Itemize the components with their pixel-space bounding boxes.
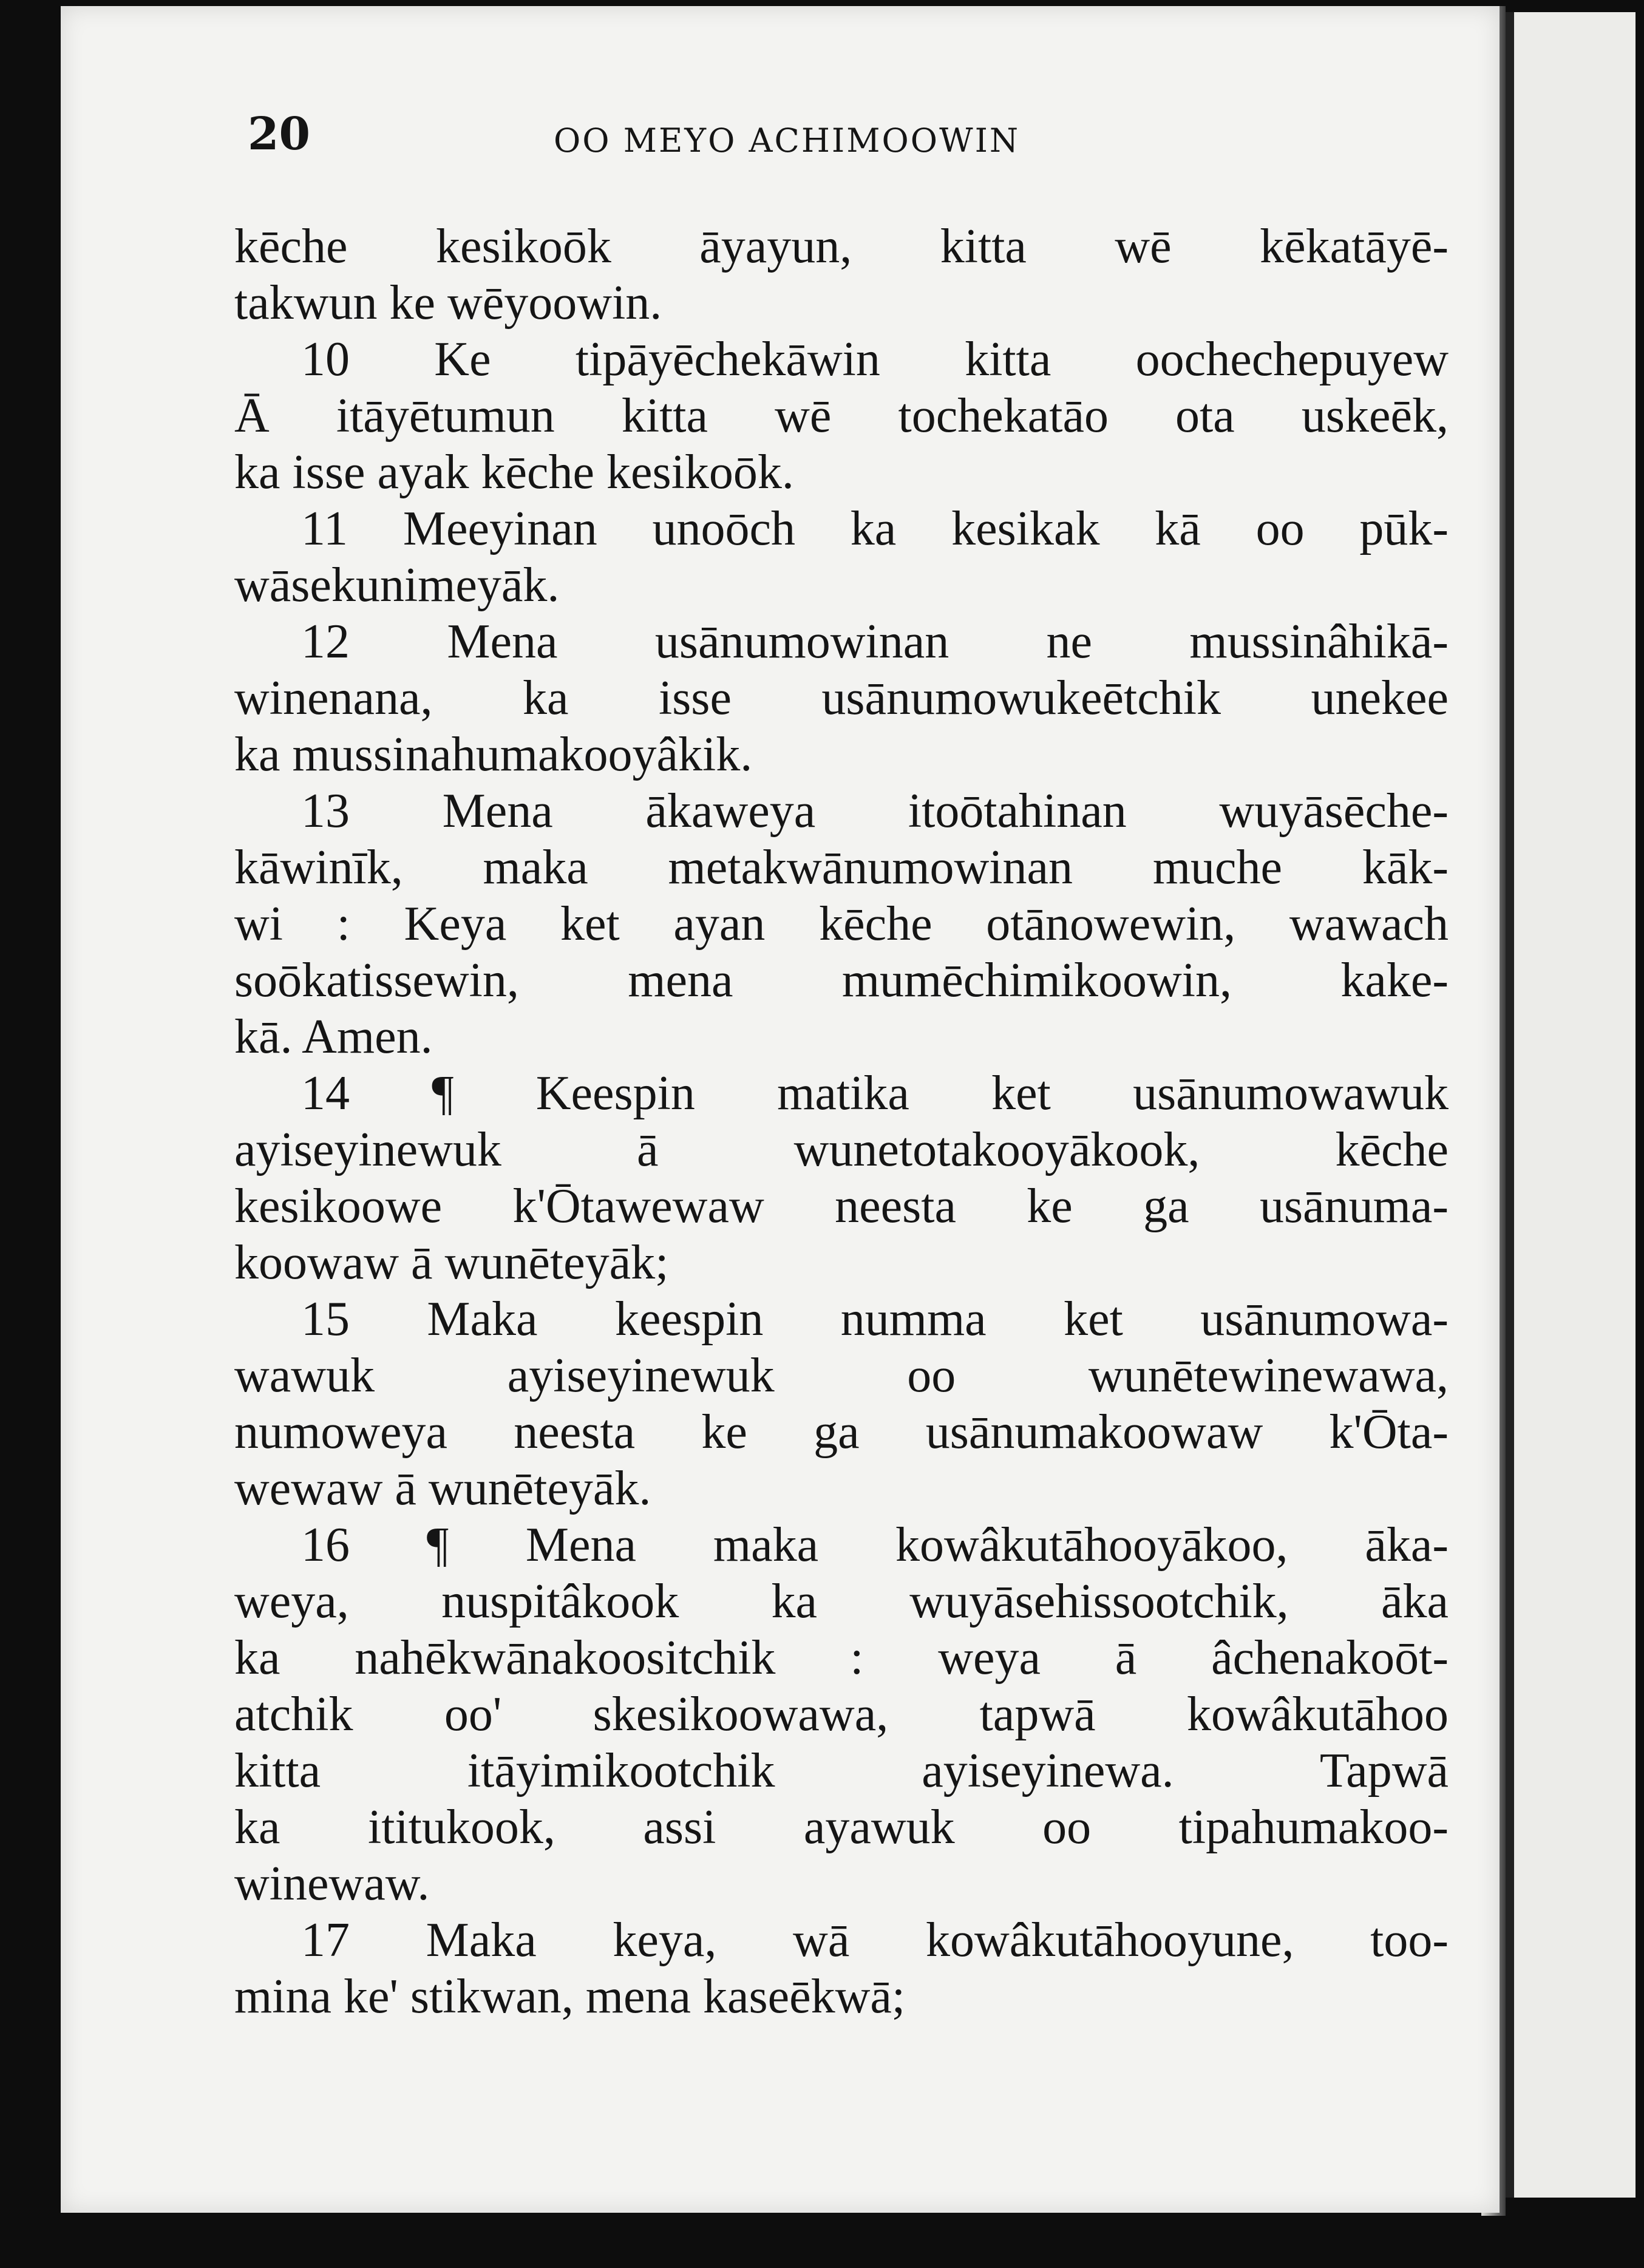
text-line: numoweya neesta ke ga usānumakoowaw k'Ōta- (234, 1405, 1449, 1459)
text-line: wawuk ayiseyinewuk oo wunētewinewawa, (234, 1349, 1449, 1402)
page-number: 20 (248, 108, 310, 160)
adjacent-page-edge (1506, 12, 1636, 2198)
text-line: takwun ke wēyoowin. (234, 276, 662, 330)
body-text (234, 219, 1449, 2025)
text-line: 16 ¶ Mena maka kowâkutāhooyākoo, āka- (301, 1518, 1449, 1572)
text-line: 17 Maka keya, wā kowâkutāhooyune, too- (301, 1913, 1449, 1967)
text-line: winenana, ka isse usānumowukeētchik unekee (234, 671, 1449, 725)
text-line: atchik oo' skesikoowawa, tapwā kowâkutāhoo (234, 1688, 1449, 1741)
text-line: kā. Amen. (234, 1010, 433, 1064)
book-page (61, 6, 1500, 2213)
text-line: 10 Ke tipāyēchekāwin kitta oochechepuyew (301, 333, 1449, 386)
page-header (61, 97, 1500, 170)
text-line: ka ititukook, assi ayawuk oo tipahumakoo- (234, 1801, 1449, 1854)
text-line: mina ke' stikwan, mena kaseēkwā; (234, 1970, 906, 2023)
text-line: 11 Meeyinan unoōch ka kesikak kā oo pūk- (301, 502, 1449, 555)
running-title: OO MEYO ACHIMOOWIN (554, 121, 1021, 160)
text-line: kēche kesikoōk āyayun, kitta wē kēkatāyē- (234, 220, 1449, 273)
text-line: weya, nuspitâkook ka wuyāsehissootchik, āka (234, 1575, 1449, 1628)
text-line: kesikoowe k'Ōtawewaw neesta ke ga usānuma- (234, 1180, 1449, 1233)
text-line: Ā itāyētumun kitta wē tochekatāo ota uskeēk, (234, 389, 1449, 443)
text-line: 12 Mena usānumowinan ne mussinâhikā- (301, 615, 1449, 668)
text-line: wāsekunimeyāk. (234, 559, 560, 612)
text-line: wewaw ā wunēteyāk. (234, 1462, 651, 1515)
text-line: soōkatissewin, mena mumēchimikoowin, kake- (234, 954, 1449, 1007)
text-line: ka isse ayak kēche kesikoōk. (234, 446, 794, 499)
text-line: ayiseyinewuk ā wunetotakooyākook, kēche (234, 1123, 1449, 1176)
text-line: koowaw ā wunēteyāk; (234, 1236, 669, 1289)
text-line: ka nahēkwānakoositchik : weya ā âchenakoōt- (234, 1631, 1449, 1685)
text-line: 13 Mena ākaweya itoōtahinan wuyāsēche- (301, 784, 1449, 838)
text-line: ka mussinahumakooyâkik. (234, 728, 753, 781)
text-line: wi : Keya ket ayan kēche otānowewin, wawach (234, 897, 1449, 951)
text-line: kitta itāyimikootchik ayiseyinewa. Tapwā (234, 1744, 1449, 1798)
text-line: kāwinīk, maka metakwānumowinan muche kāk- (234, 841, 1449, 894)
text-line: 15 Maka keespin numma ket usānumowa- (301, 1292, 1449, 1346)
text-line: 14 ¶ Keespin matika ket usānumowawuk (301, 1067, 1449, 1120)
text-line: winewaw. (234, 1857, 430, 1910)
